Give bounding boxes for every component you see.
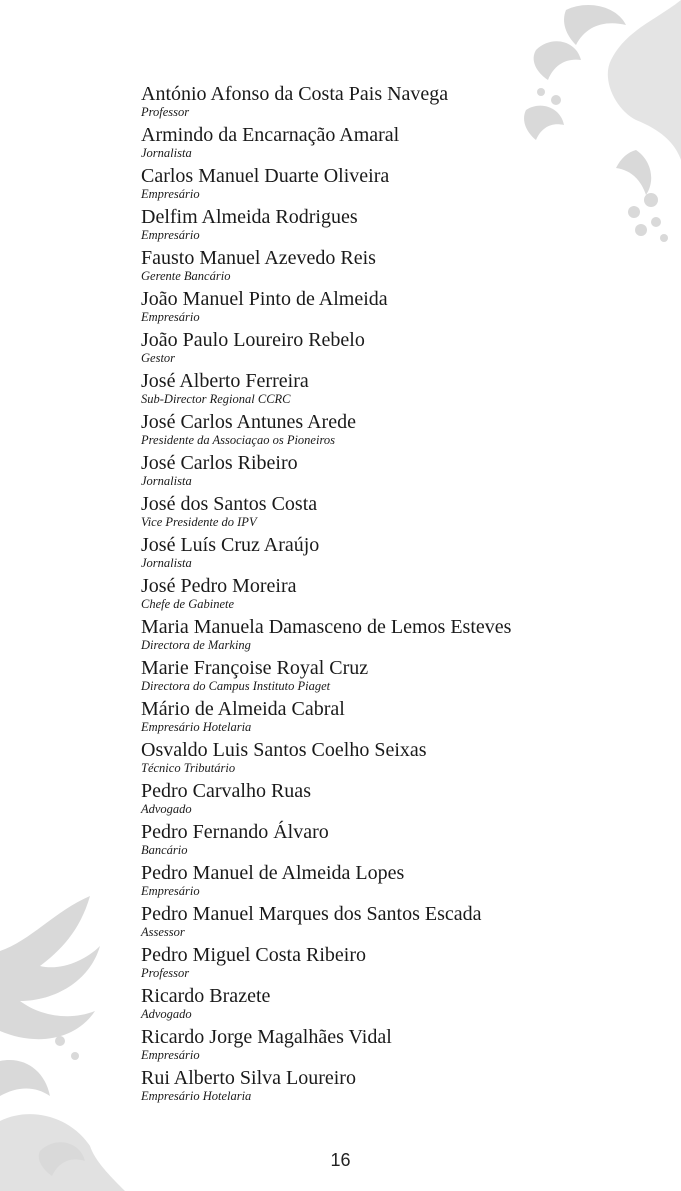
member-role: Gerente Bancário — [141, 269, 231, 283]
member-name: Pedro Manuel Marques dos Santos Escada — [141, 903, 482, 925]
member-role: Empresário — [141, 228, 200, 242]
member-role: Empresário — [141, 884, 200, 898]
member-name: Delfim Almeida Rodrigues — [141, 206, 358, 228]
member-role: Assessor — [141, 925, 185, 939]
member-role: Presidente da Associaçao os Pioneiros — [141, 433, 335, 447]
member-name: Rui Alberto Silva Loureiro — [141, 1067, 356, 1089]
member-name: José Alberto Ferreira — [141, 370, 309, 392]
list-item — [141, 1068, 661, 1109]
list-item — [141, 699, 661, 740]
member-name: Pedro Carvalho Ruas — [141, 780, 311, 802]
page-number: 16 — [330, 1150, 351, 1170]
list-item — [141, 84, 661, 125]
list-item — [141, 412, 661, 453]
member-role: Empresário — [141, 1048, 200, 1062]
member-name: José Carlos Antunes Arede — [141, 411, 356, 433]
list-item — [141, 453, 661, 494]
member-role: Sub-Director Regional CCRC — [141, 392, 291, 406]
member-name: Armindo da Encarnação Amaral — [141, 124, 400, 146]
member-role: Bancário — [141, 843, 188, 857]
member-name: Carlos Manuel Duarte Oliveira — [141, 165, 390, 187]
list-item — [141, 166, 661, 207]
list-item — [141, 658, 661, 699]
member-name: Ricardo Jorge Magalhães Vidal — [141, 1026, 392, 1048]
list-item — [141, 494, 661, 535]
list-item — [141, 904, 661, 945]
list-item — [141, 576, 661, 617]
list-item — [141, 617, 661, 658]
list-item — [141, 740, 661, 781]
member-name: Pedro Manuel de Almeida Lopes — [141, 862, 405, 884]
member-list — [141, 84, 661, 1109]
member-role: Advogado — [141, 802, 192, 816]
member-role: Directora do Campus Instituto Piaget — [141, 679, 331, 693]
member-name: Pedro Miguel Costa Ribeiro — [141, 944, 366, 966]
member-role: Empresário — [141, 310, 200, 324]
list-item — [141, 822, 661, 863]
member-name: João Paulo Loureiro Rebelo — [141, 329, 365, 351]
member-role: Técnico Tributário — [141, 761, 236, 775]
list-item — [141, 207, 661, 248]
list-item — [141, 945, 661, 986]
list-item — [141, 248, 661, 289]
member-role: Professor — [141, 105, 190, 119]
list-item — [141, 535, 661, 576]
list-item — [141, 289, 661, 330]
list-item — [141, 781, 661, 822]
member-name: José dos Santos Costa — [141, 493, 318, 515]
member-name: José Luís Cruz Araújo — [141, 534, 320, 556]
member-role: Empresário Hotelaria — [141, 720, 252, 734]
member-role: Professor — [141, 966, 190, 980]
member-role: Jornalista — [141, 146, 192, 160]
member-role: Empresário Hotelaria — [141, 1089, 252, 1103]
floral-ornament-bottom-icon — [0, 891, 135, 1191]
member-role: Chefe de Gabinete — [141, 597, 235, 611]
member-role: Vice Presidente do IPV — [141, 515, 257, 529]
member-name: Pedro Fernando Álvaro — [141, 821, 329, 843]
member-role: Gestor — [141, 351, 176, 365]
member-name: Mário de Almeida Cabral — [141, 698, 345, 720]
member-name: Maria Manuela Damasceno de Lemos Esteves — [141, 616, 512, 638]
member-name: António Afonso da Costa Pais Navega — [141, 83, 449, 105]
member-role: Empresário — [141, 187, 200, 201]
member-name: Osvaldo Luis Santos Coelho Seixas — [141, 739, 427, 761]
member-name: Marie Françoise Royal Cruz — [141, 657, 369, 679]
member-name: Ricardo Brazete — [141, 985, 271, 1007]
member-name: José Carlos Ribeiro — [141, 452, 298, 474]
list-item — [141, 986, 661, 1027]
list-item — [141, 330, 661, 371]
list-item — [141, 863, 661, 904]
list-item — [141, 371, 661, 412]
member-name: Fausto Manuel Azevedo Reis — [141, 247, 376, 269]
member-name: José Pedro Moreira — [141, 575, 297, 597]
member-role: Jornalista — [141, 556, 192, 570]
member-role: Advogado — [141, 1007, 192, 1021]
list-item — [141, 125, 661, 166]
member-role: Jornalista — [141, 474, 192, 488]
member-name: João Manuel Pinto de Almeida — [141, 288, 388, 310]
list-item — [141, 1027, 661, 1068]
member-role: Directora de Marking — [141, 638, 251, 652]
